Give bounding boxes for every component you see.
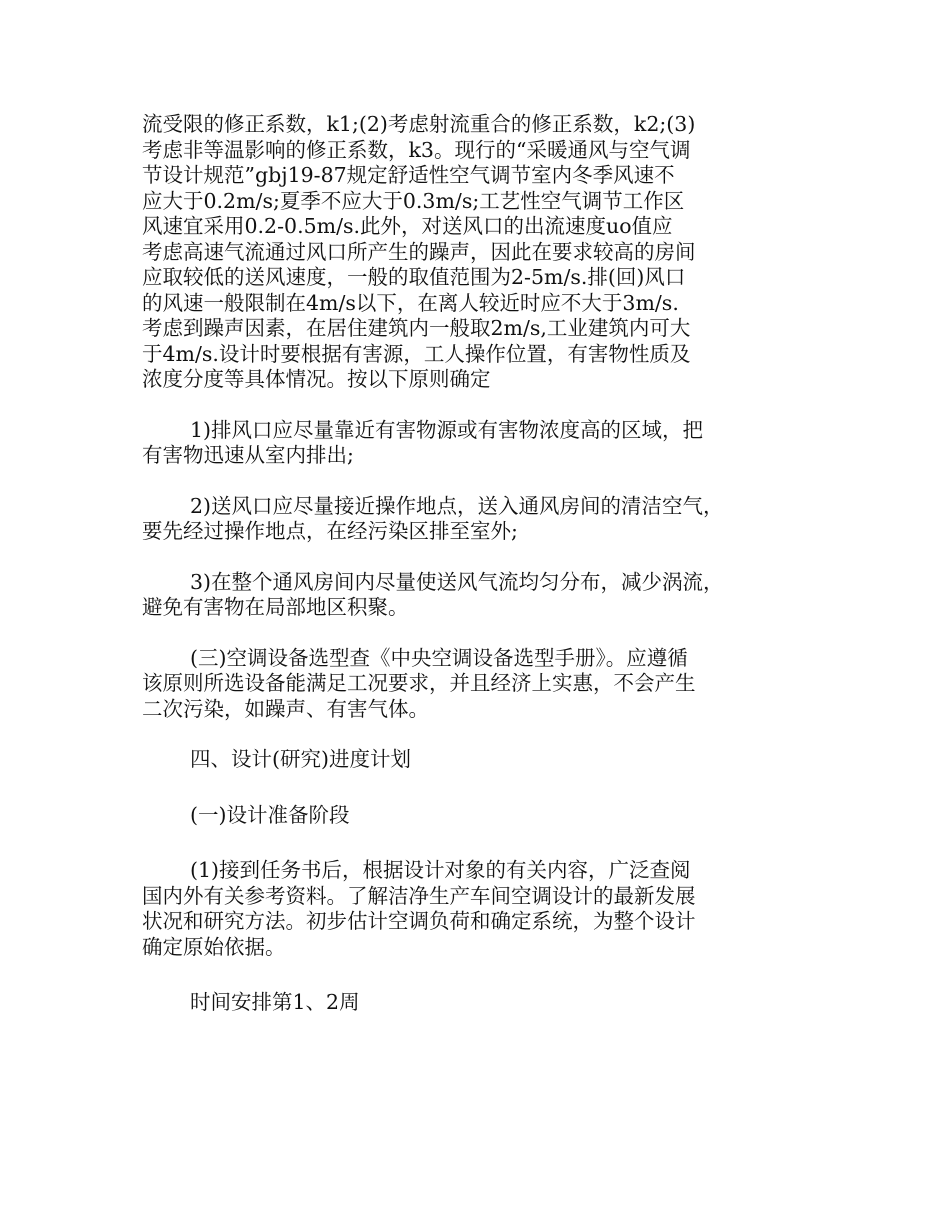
text-line: 有害物迅速从室内排出; [142, 443, 354, 467]
text-line: 四、设计(研究)进度计划 [190, 747, 411, 771]
text-line: 二次污染，如躁声、有害气体。 [142, 696, 429, 721]
text-line: 考虑高速气流通过风口所产生的躁声，因此在要求较高的房间 [142, 239, 696, 264]
text-line: 应大于0.2m/s;夏季不应大于0.3m/s;工艺性空气调节工作区 [142, 188, 685, 213]
text-line: 该原则所选设备能满足工况要求，并且经济上实惠，不会产生 [142, 671, 696, 695]
text-line: 状况和研究方法。初步估计空调负荷和确定系统，为整个设计 [142, 909, 696, 933]
text-line: 应取较低的送风速度，一般的取值范围为2-5m/s.排(回)风口 [142, 265, 686, 289]
text-line: 考虑到躁声因素，在居住建筑内一般取2m/s,工业建筑内可大 [142, 316, 691, 340]
paragraph-time-arrangement [142, 990, 842, 1016]
text-line: (一)设计准备阶段 [190, 802, 350, 827]
paragraph-principle-1 [142, 418, 842, 469]
text-line: 节设计规范”gbj19-87规定舒适性空气调节室内冬季风速不 [142, 163, 675, 187]
text-line: 1)排风口应尽量靠近有害物源或有害物浓度高的区域，把 [190, 417, 704, 442]
text-line: 2)送风口应尽量接近操作地点，送入通风房间的清洁空气， [190, 493, 724, 518]
paragraph-equipment-selection [142, 646, 842, 723]
subsection-heading-preparation [142, 803, 842, 829]
text-line: 考虑非等温影响的修正系数，k3。现行的“采暖通风与空气调 [142, 137, 691, 162]
text-line: 避免有害物在局部地区积聚。 [142, 595, 409, 619]
paragraph-ventilation-parameters [142, 112, 842, 393]
text-line: 3)在整个通风房间内尽量使送风气流均匀分布，减少涡流， [190, 569, 724, 594]
text-line: 风速宜采用0.2-0.5m/s.此外，对送风口的出流速度uo值应 [142, 214, 673, 238]
text-line: 要先经过操作地点，在经污染区排至室外; [142, 519, 518, 543]
text-line: 于4m/s.设计时要根据有害源，工人操作位置，有害物性质及 [142, 341, 691, 366]
text-line: (三)空调设备选型查《中央空调设备选型手册》。应遵循 [190, 645, 688, 670]
text-line: 时间安排第1、2周 [190, 990, 360, 1014]
paragraph-preparation-step-1 [142, 858, 842, 960]
text-line: 浓度分度等具体情况。按以下原则确定 [142, 367, 491, 391]
text-line: 确定原始依据。 [142, 934, 286, 959]
section-heading-schedule [142, 747, 842, 773]
text-line: (1)接到任务书后，根据设计对象的有关内容，广泛查阅 [190, 858, 691, 882]
text-line: 国内外有关参考资料。了解洁净生产车间空调设计的最新发展 [142, 883, 696, 908]
paragraph-principle-3 [142, 570, 842, 621]
paragraph-principle-2 [142, 494, 842, 545]
text-line: 流受限的修正系数，k1;(2)考虑射流重合的修正系数，k2;(3) [142, 112, 696, 136]
document-body [142, 112, 842, 1041]
text-line: 的风速一般限制在4m/s以下，在离人较近时应不大于3m/s. [142, 290, 679, 315]
